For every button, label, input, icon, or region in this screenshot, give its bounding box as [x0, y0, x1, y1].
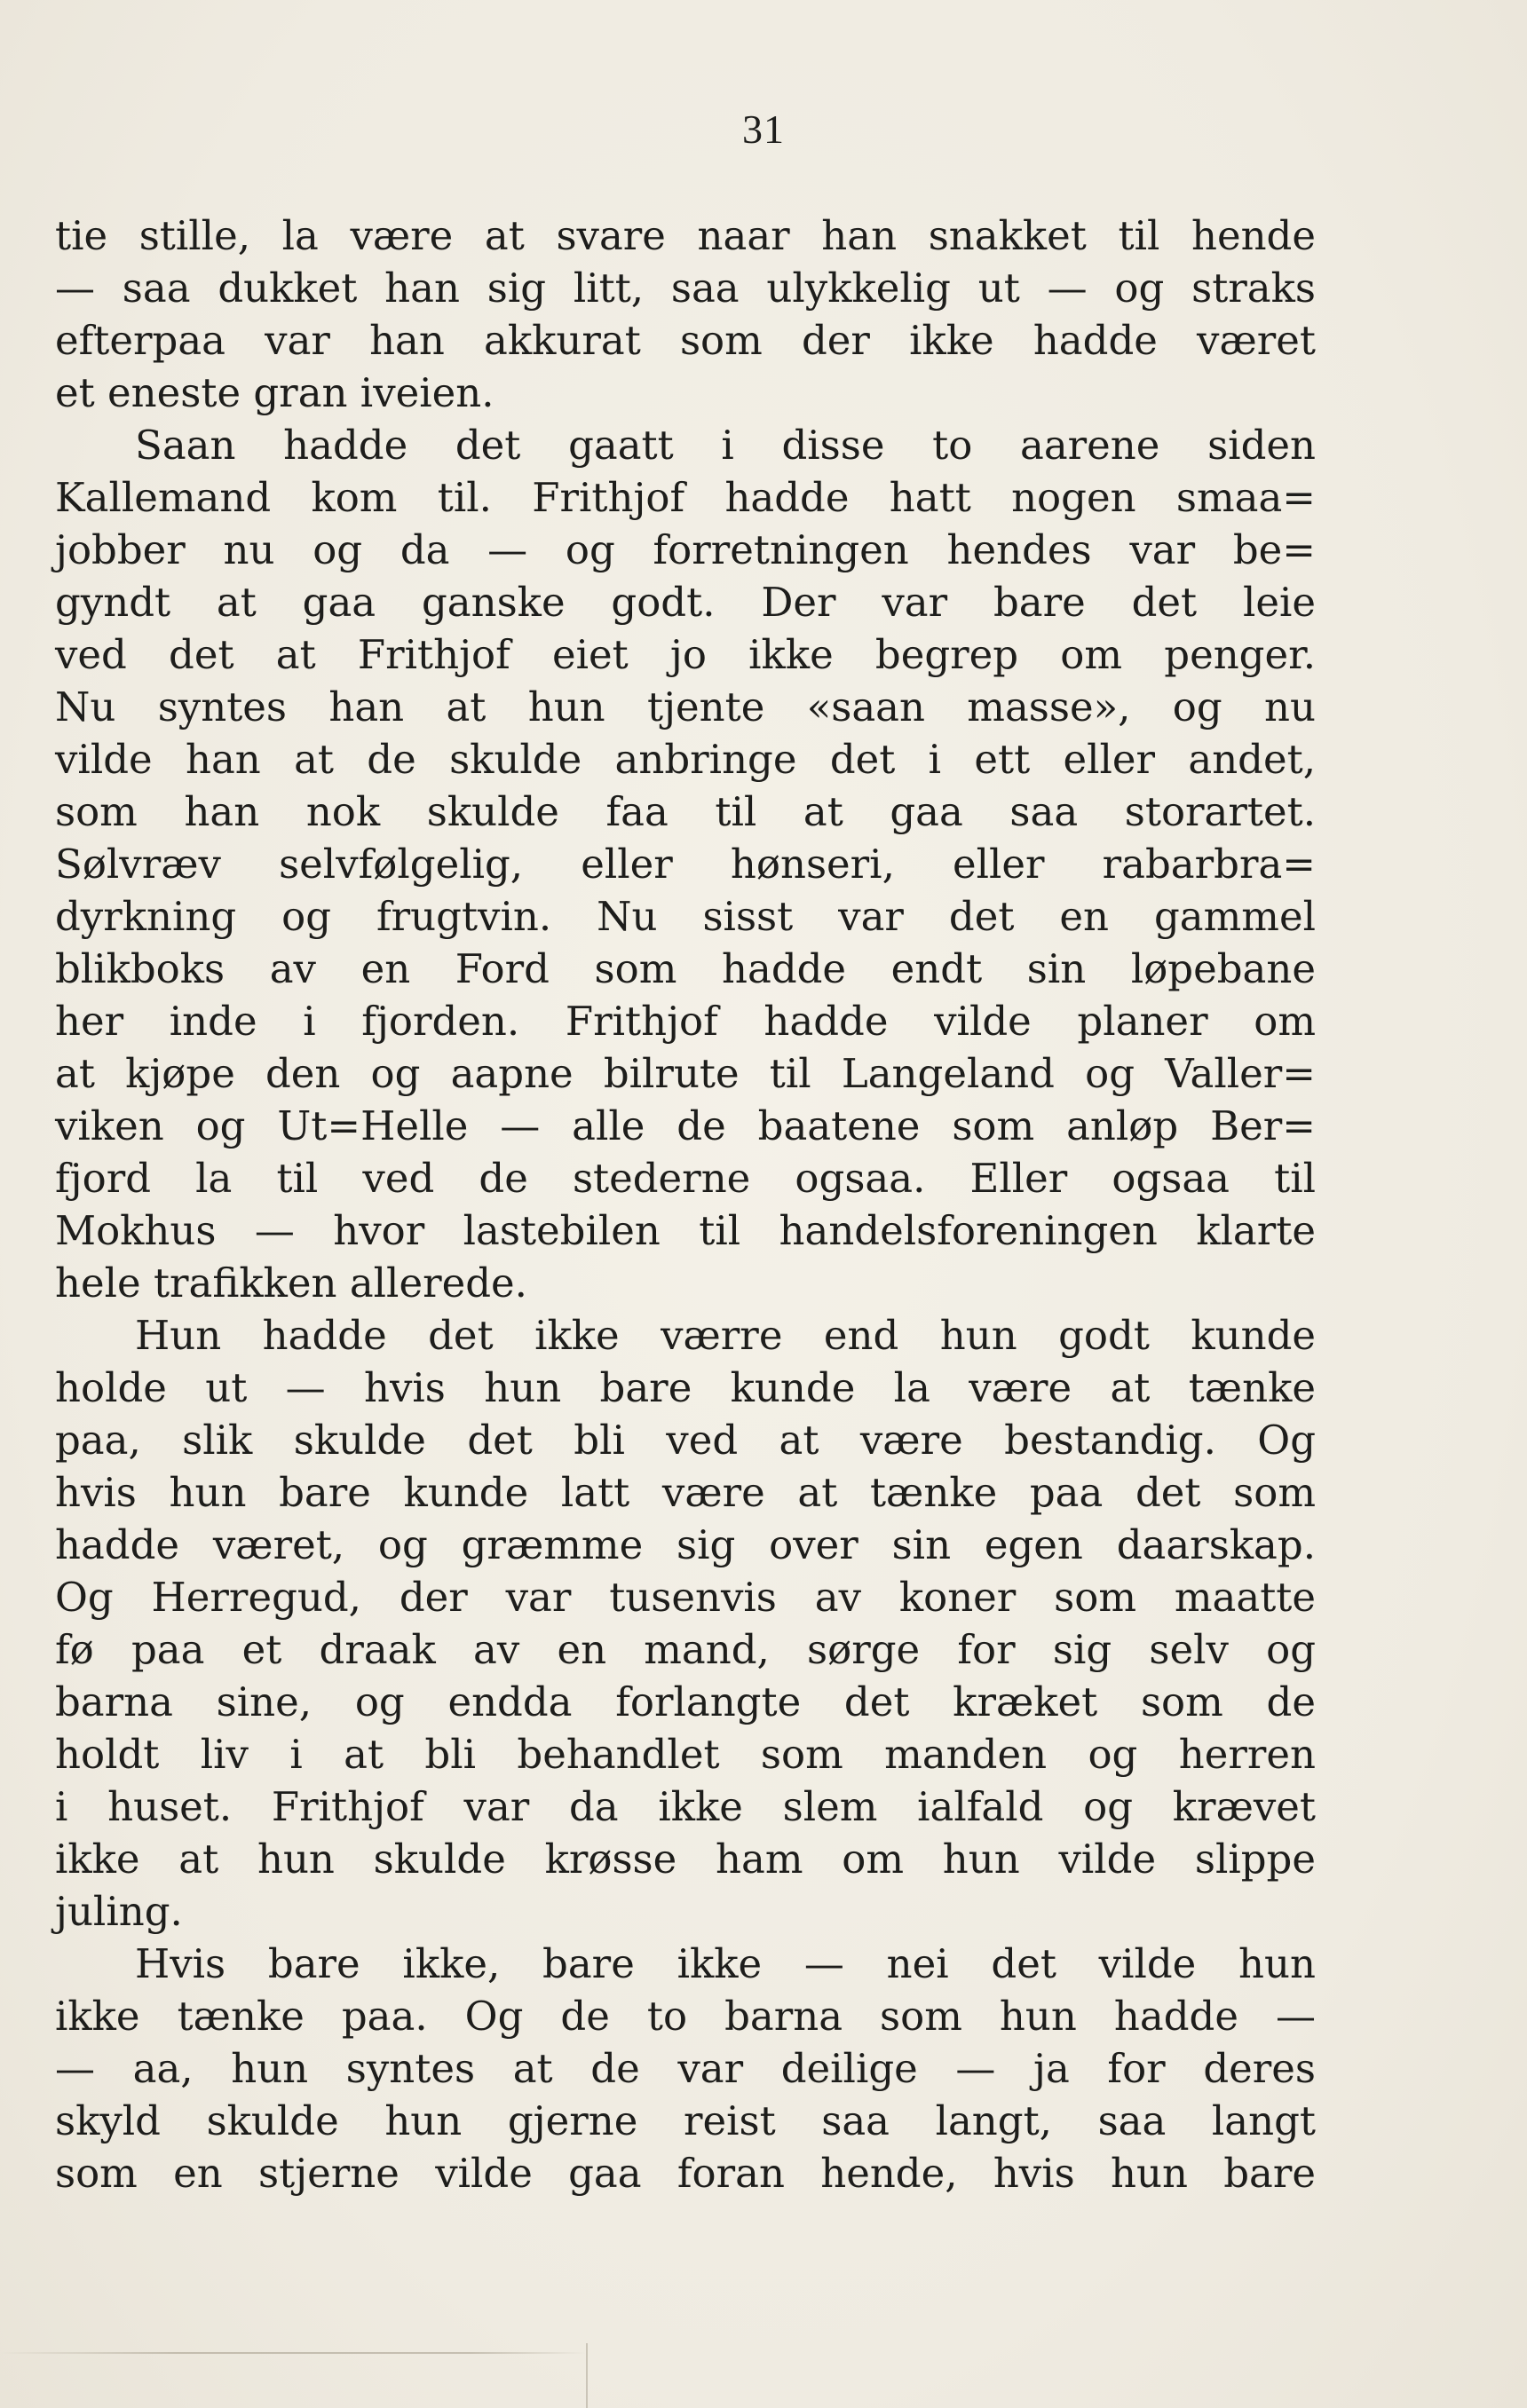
text-line: vilde han at de skulde anbringe det i ett eller andet,: [55, 736, 1316, 783]
text-line: blikboks av en Ford som hadde endt sin løpebane: [55, 945, 1316, 992]
text-line: ved det at Frithjof eiet jo ikke begrep om penger.: [55, 631, 1316, 678]
page-edge-mark: [586, 2343, 588, 2408]
text-line: Og Herregud, der var tusenvis av koner som maatte: [55, 1574, 1316, 1621]
text-line: jobber nu og da — og forretningen hendes var be=: [55, 526, 1316, 573]
text-line: Kallemand kom til. Frithjof hadde hatt nogen smaa=: [55, 474, 1316, 521]
text-line: juling.: [55, 1888, 183, 1935]
text-line: et eneste gran iveien.: [55, 369, 494, 416]
text-line: fø paa et draak av en mand, sørge for sig selv og: [55, 1626, 1316, 1673]
text-line: Saan hadde det gaatt i disse to aarene siden: [135, 422, 1316, 469]
text-line: skyld skulde hun gjerne reist saa langt, saa langt: [55, 2097, 1316, 2144]
text-line: holde ut — hvis hun bare kunde la være at tænke: [55, 1364, 1316, 1411]
text-line: tie stille, la være at svare naar han snakket til hende: [55, 212, 1316, 259]
text-line: barna sine, og endda forlangte det kræket som de: [55, 1678, 1316, 1725]
body-text: [55, 209, 1316, 2199]
text-line: som en stjerne vilde gaa foran hende, hvis hun bare: [55, 2150, 1316, 2197]
text-line: som han nok skulde faa til at gaa saa storartet.: [55, 788, 1316, 835]
text-line: hele trafikken allerede.: [55, 1259, 527, 1307]
text-line: hadde været, og græmme sig over sin egen daarskap.: [55, 1521, 1316, 1568]
text-line: viken og Ut=Helle — alle de baatene som anløp Ber=: [55, 1102, 1316, 1149]
text-line: i huset. Frithjof var da ikke slem ialfald og krævet: [55, 1783, 1316, 1830]
text-line: Sølvræv selvfølgelig, eller hønseri, eller rabarbra=: [55, 841, 1316, 888]
page-number: 31: [742, 107, 785, 152]
text-line: Mokhus — hvor lastebilen til handelsforeningen klarte: [55, 1207, 1316, 1254]
text-line: efterpaa var han akkurat som der ikke hadde været: [55, 317, 1316, 364]
text-line: holdt liv i at bli behandlet som manden og herren: [55, 1731, 1316, 1778]
text-line: Hun hadde det ikke værre end hun godt kunde: [135, 1312, 1316, 1359]
text-line: — aa, hun syntes at de var deilige — ja for deres: [55, 2045, 1316, 2092]
text-line: fjord la til ved de stederne ogsaa. Eller ogsaa til: [55, 1155, 1316, 1202]
text-line: her inde i fjorden. Frithjof hadde vilde planer om: [55, 998, 1316, 1045]
text-line: at kjøpe den og aapne bilrute til Langeland og Valler=: [55, 1050, 1316, 1097]
text-line: hvis hun bare kunde latt være at tænke paa det som: [55, 1469, 1316, 1516]
text-line: ikke tænke paa. Og de to barna som hun hadde —: [55, 1993, 1316, 2040]
text-line: dyrkning og frugtvin. Nu sisst var det en gammel: [55, 893, 1316, 940]
text-line: ikke at hun skulde krøsse ham om hun vilde slippe: [55, 1836, 1316, 1883]
text-line: Nu syntes han at hun tjente «saan masse», og nu: [55, 683, 1316, 730]
text-line: Hvis bare ikke, bare ikke — nei det vilde hun: [135, 1940, 1316, 1987]
text-line: gyndt at gaa ganske godt. Der var bare det leie: [55, 579, 1316, 626]
page-edge-line: [0, 2352, 586, 2354]
text-line: paa, slik skulde det bli ved at være bestandig. Og: [55, 1417, 1316, 1464]
text-line: — saa dukket han sig litt, saa ulykkelig ut — og straks: [55, 264, 1316, 312]
